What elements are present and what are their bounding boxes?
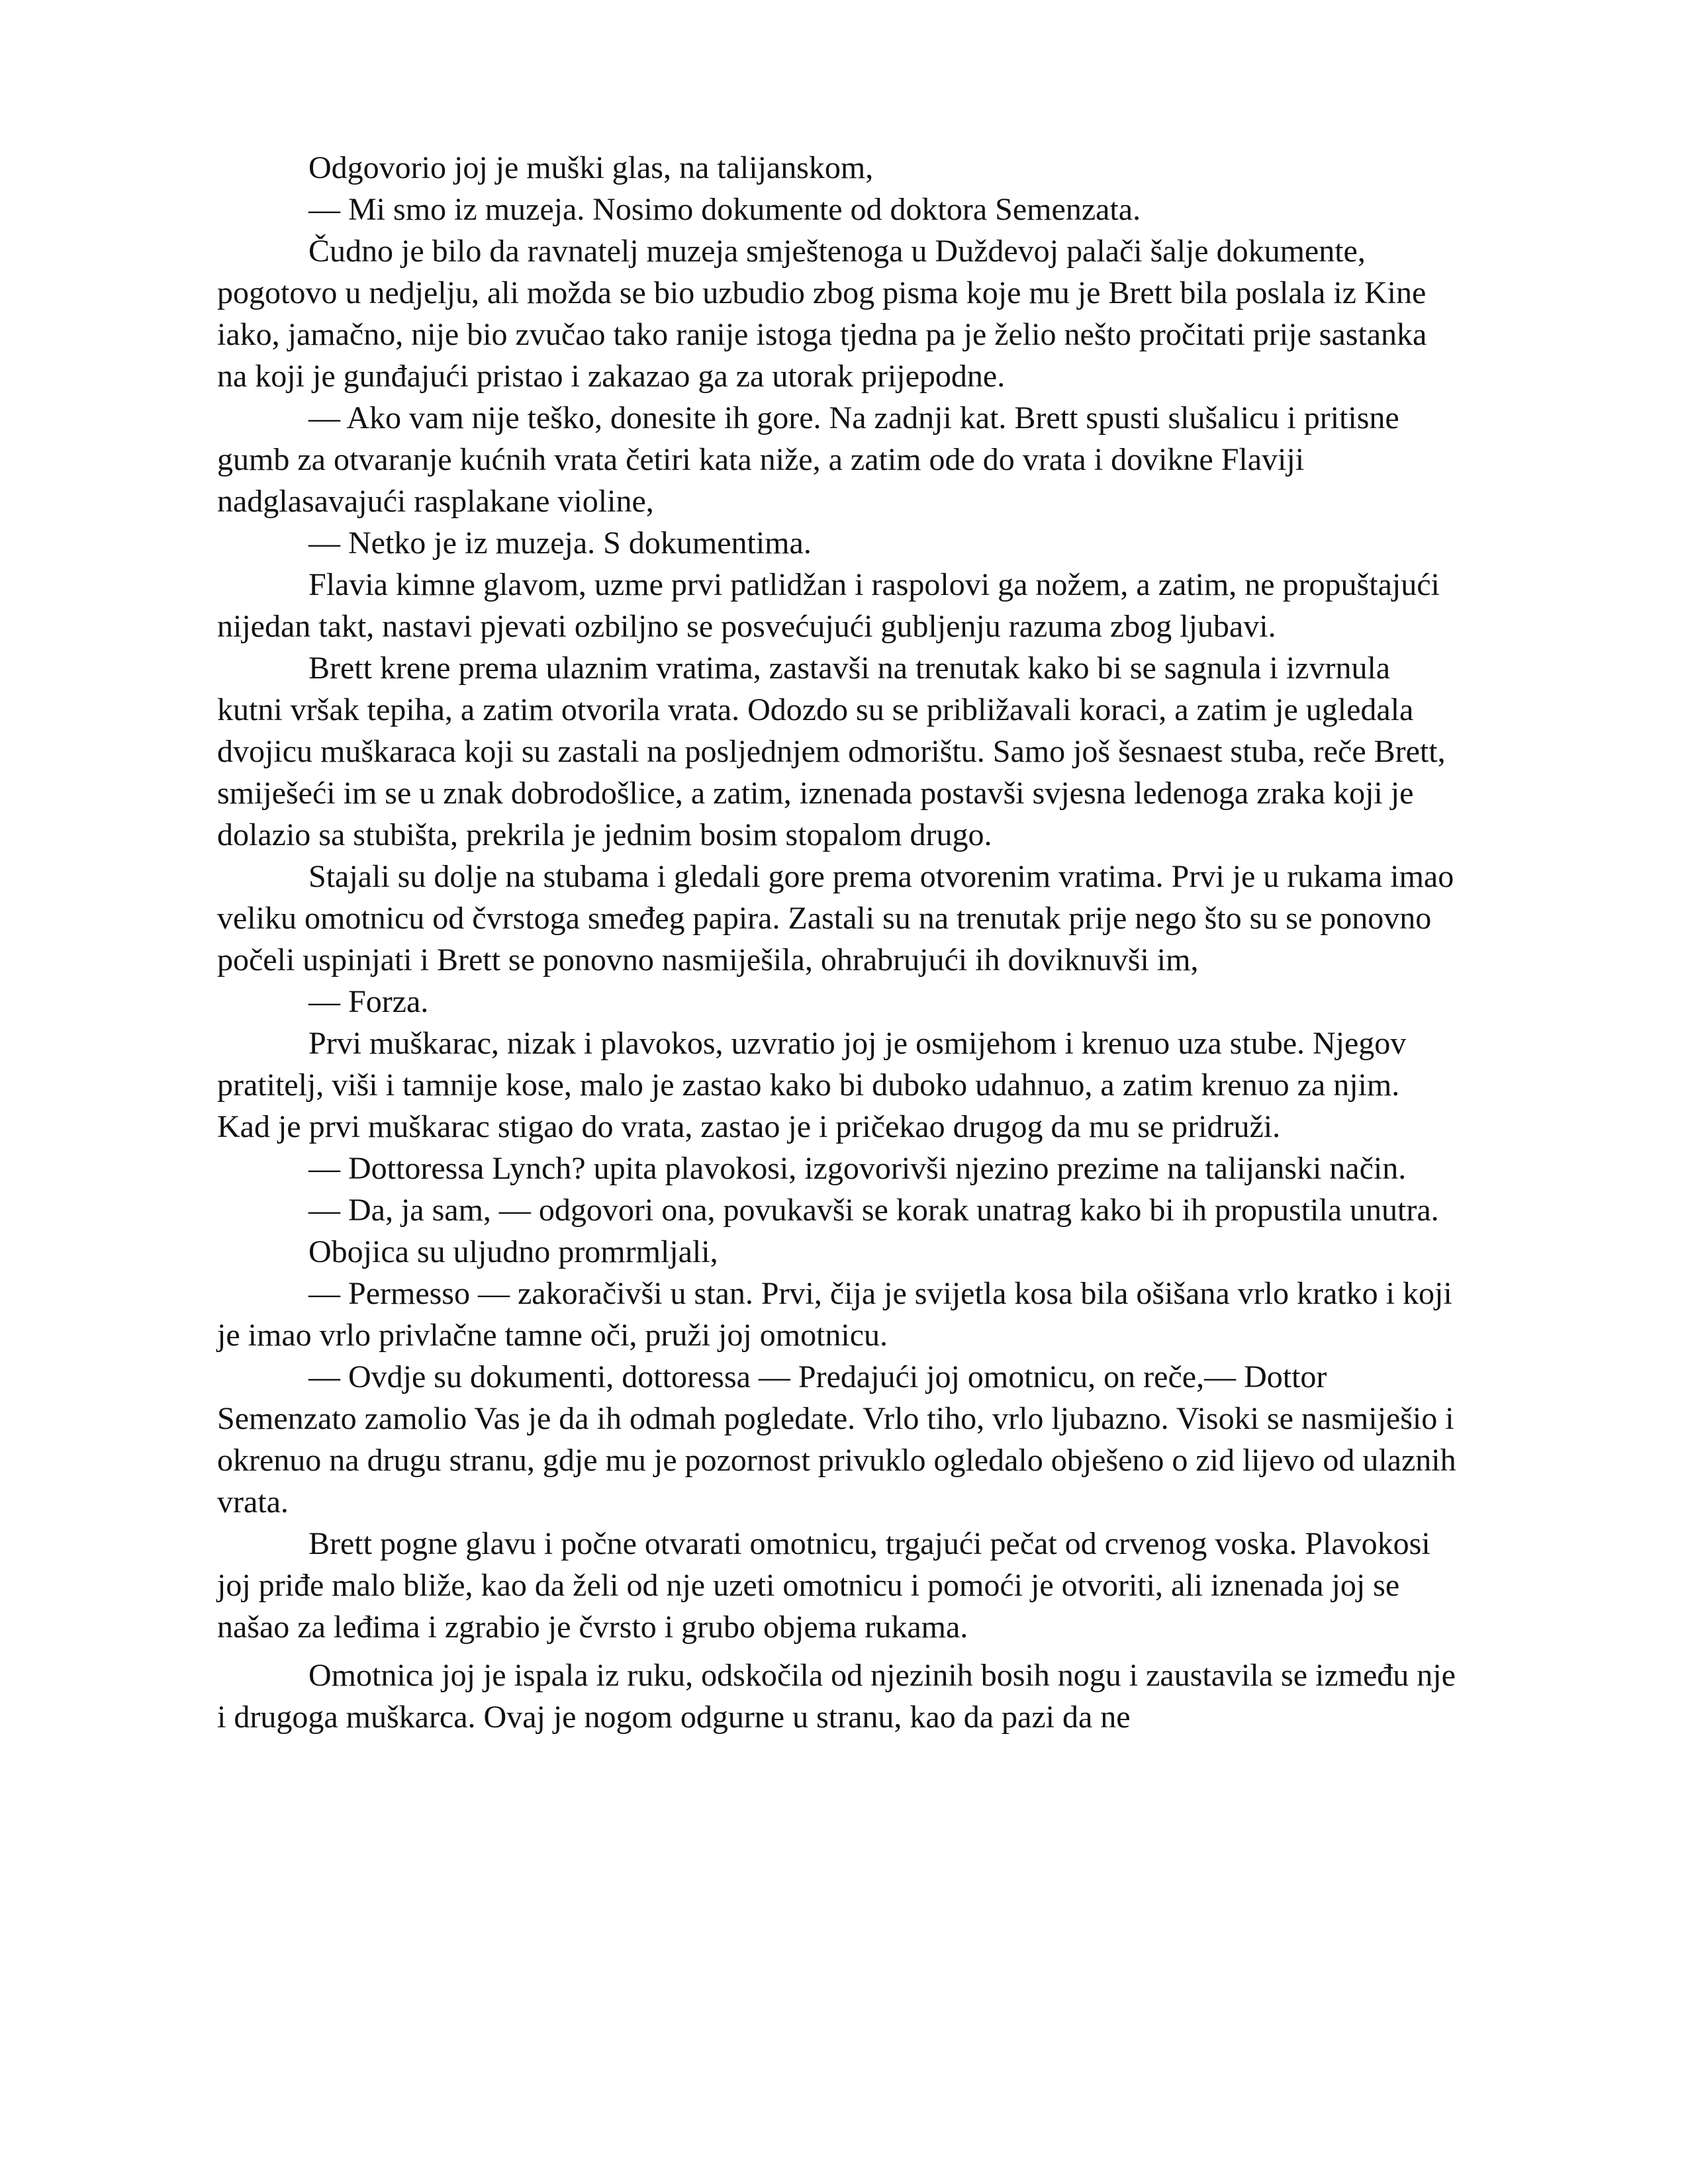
paragraph-11: — Dottoressa Lynch? upita plavokosi, izgovorivši njezino prezime na talijanski način. (308, 1151, 1407, 1186)
paragraph-15: — Ovdje su dokumenti, dottoressa — Predajući joj omotnicu, on reče,— Dottor Semenzato zamolio Vas je da ih odmah pogledate. Vrlo tiho, vrlo ljubazno. Visoki se nasmiješio i okrenuo na drugu stranu, gdje mu je pozornost privuklo ogledalo obješeno o zid lijevo od ulaznih vrata. (217, 1359, 1456, 1520)
paragraph-10: Prvi muškarac, nizak i plavokos, uzvratio joj je osmijehom i krenuo uza stube. Njegov pratitelj, viši i tamnije kose, malo je zastao kako bi duboko udahnuo, a zatim krenuo za njim. Kad je prvi muškarac stigao do vrata, zastao je i pričekao drugog da mu se pridruži. (217, 1026, 1407, 1144)
paragraph-2: — Mi smo iz muzeja. Nosimo dokumente od doktora Semenzata. (308, 192, 1141, 227)
paragraph-7: Brett krene prema ulaznim vratima, zastavši na trenutak kako bi se sagnula i izvrnula kutni vršak tepiha, a zatim otvorila vrata. Odozdo su se približavali koraci, a zatim je ugledala dvojicu muškaraca koji su zastali na posljednjem odmorištu. Samo još šesnaest stuba, reče Brett, smiješeći im se u znak dobrodošlice, a zatim, iznenada postavši svjesna ledenoga zraka koji je dolazio sa stubišta, prekrila je jednim bosim stopalom drugo. (217, 651, 1446, 852)
paragraph-5: — Netko je iz muzeja. S dokumentima. (308, 525, 812, 561)
paragraph-1: Odgovorio joj je muški glas, na talijanskom, (308, 150, 874, 185)
paragraph-14: — Permesso — zakoračivši u stan. Prvi, čija je svijetla kosa bila ošišana vrlo kratko i koji je imao vrlo privlačne tamne oči, pruži joj omotnicu. (217, 1276, 1452, 1353)
paragraph-16: Brett pogne glavu i počne otvarati omotnicu, trgajući pečat od crvenog voska. Plavokosi joj priđe malo bliže, kao da želi od nje uzeti omotnicu i pomoći je otvoriti, ali iznenada joj se našao za leđima i zgrabio je čvrsto i grubo objema rukama. (217, 1526, 1430, 1645)
paragraph-8: Stajali su dolje na stubama i gledali gore prema otvorenim vratima. Prvi je u rukama imao veliku omotnicu od čvrstoga smeđeg papira. Zastali su na trenutak prije nego što su se ponovno počeli uspinjati i Brett se ponovno nasmiješila, ohrabrujući ih doviknuvši im, (217, 859, 1454, 978)
paragraph-17: Omotnica joj je ispala iz ruku, odskočila od njezinih bosih nogu i zaustavila se između nje i drugoga muškarca. Ovaj je nogom odgurne u stranu, kao da pazi da ne (217, 1658, 1456, 1735)
paragraph-13: Obojica su uljudno promrmljali, (308, 1234, 718, 1269)
paragraph-3: Čudno je bilo da ravnatelj muzeja smještenoga u Duždevoj palači šalje dokumente, pogotovo u nedjelju, ali možda se bio uzbudio zbog pisma koje mu je Brett bila poslala iz Kine iako, jamačno, nije bio zvučao tako ranije istoga tjedna pa je želio nešto pročitati prije sastanka na koji je gunđajući pristao i zakazao ga za utorak prijepodne. (217, 234, 1427, 394)
paragraph-9: — Forza. (308, 984, 429, 1019)
paragraph-6: Flavia kimne glavom, uzme prvi patlidžan i raspolovi ga nožem, a zatim, ne propuštajući nijedan takt, nastavi pjevati ozbiljno se posvećujući gubljenju razuma zbog ljubavi. (217, 567, 1440, 644)
paragraph-4: — Ako vam nije teško, donesite ih gore. Na zadnji kat. Brett spusti slušalicu i pritisne gumb za otvaranje kućnih vrata četiri kata niže, a zatim ode do vrata i dovikne Flaviji nadglasavajući rasplakane violine, (217, 400, 1399, 519)
body-text (217, 147, 1460, 1738)
paragraph-12: — Da, ja sam, — odgovori ona, povukavši se korak unatrag kako bi ih propustila unutra. (308, 1193, 1439, 1228)
